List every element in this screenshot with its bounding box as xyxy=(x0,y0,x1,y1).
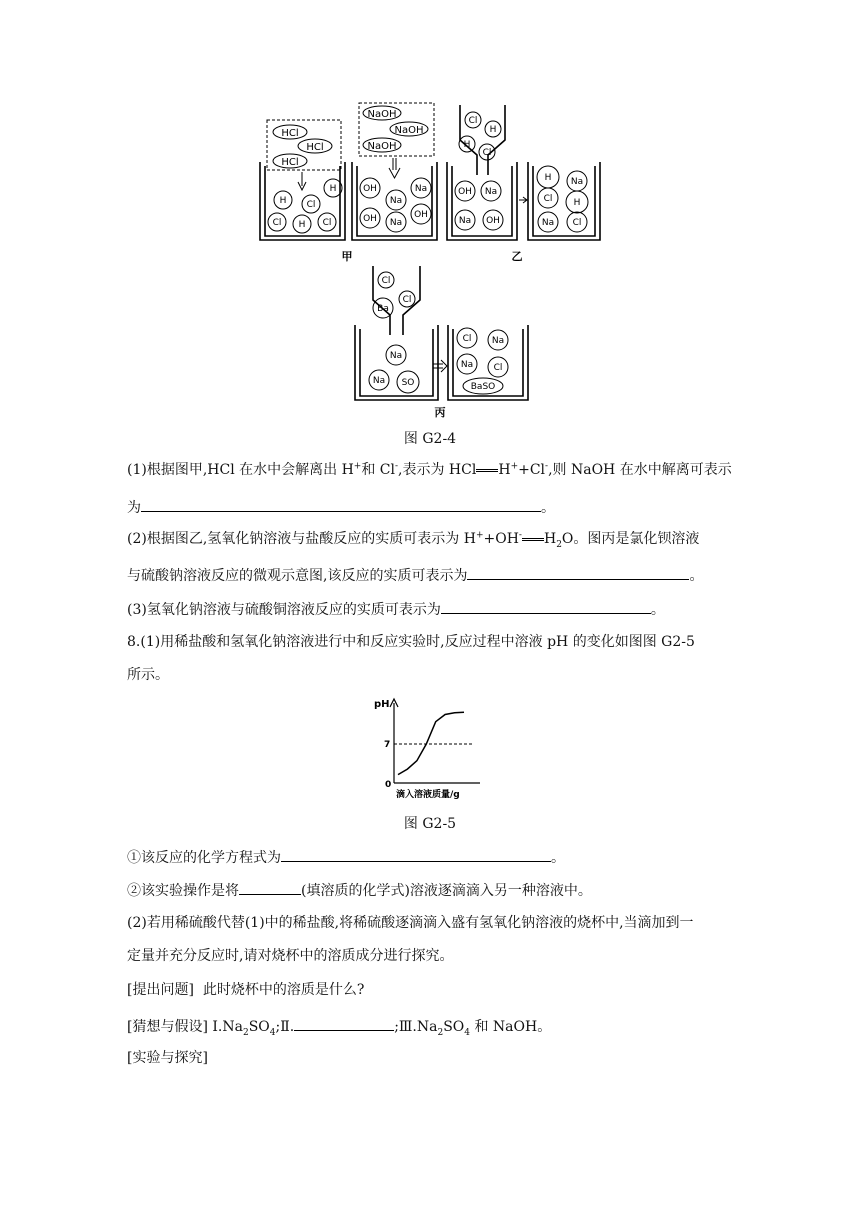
x-axis-label: 滴入溶液质量/g xyxy=(396,790,460,800)
origin-label: 0 xyxy=(385,780,392,790)
answer-blank[interactable] xyxy=(239,878,301,895)
y-axis-label: pH xyxy=(374,699,390,710)
svg-text:H: H xyxy=(544,173,552,183)
svg-text:Cl: Cl xyxy=(572,218,582,228)
answer-blank[interactable] xyxy=(467,563,689,580)
q8-part1-line1: 8.(1)用稀盐酸和氢氧化钠溶液进行中和反应实验时,反应过程中溶液 pH 的变化如图图 G2-5 xyxy=(127,634,695,650)
figure-caption-g2-4: 图 G2-4 xyxy=(403,431,457,447)
svg-text:Na: Na xyxy=(372,376,386,386)
q7-part2-line2: 与硫酸钠溶液反应的微观示意图,该反应的实质可表示为 。 xyxy=(127,563,703,586)
svg-text:NaOH: NaOH xyxy=(394,125,424,136)
q7-part2-line1: (2)根据图乙,氢氧化钠溶液与盐酸反应的实质可表示为 H++OH- $H_2O$。图丙是氯化钡溶液 xyxy=(127,530,700,550)
svg-text:SO: SO xyxy=(401,378,415,388)
svg-text:H: H xyxy=(489,125,497,135)
q8-subq1: ①该反应的化学方程式为 。 xyxy=(127,845,565,868)
q8-part2-line1: (2)若用稀硫酸代替(1)中的稀盐酸,将稀硫酸逐滴滴入盛有氢氧化钠溶液的烧杯中,当滴加到一 xyxy=(127,915,694,931)
svg-text:H: H xyxy=(298,220,306,230)
svg-text:HCl: HCl xyxy=(281,128,299,139)
svg-text:Cl: Cl xyxy=(306,200,316,210)
svg-text:H: H xyxy=(279,196,287,206)
svg-text:Na: Na xyxy=(414,184,428,194)
svg-text:OH: OH xyxy=(458,187,472,197)
svg-text:OH: OH xyxy=(414,210,428,220)
svg-text:Cl: Cl xyxy=(381,276,391,286)
svg-text:Cl: Cl xyxy=(272,218,282,228)
beaker-3 xyxy=(447,162,517,240)
svg-text:HCl: HCl xyxy=(306,142,324,153)
svg-text:H: H xyxy=(329,184,337,194)
svg-text:Cl: Cl xyxy=(482,148,492,158)
dropper-icon xyxy=(373,266,420,335)
svg-text:Cl: Cl xyxy=(543,194,553,204)
svg-text:Na: Na xyxy=(484,187,498,197)
svg-text:Na: Na xyxy=(460,360,474,370)
q7-part1-line2: 为 。 xyxy=(127,495,555,518)
svg-text:H: H xyxy=(463,140,471,150)
svg-text:Cl: Cl xyxy=(402,295,412,305)
svg-text:NaOH: NaOH xyxy=(367,109,397,120)
svg-text:Cl: Cl xyxy=(493,363,503,373)
svg-text:Na: Na xyxy=(389,218,403,228)
svg-text:HCl: HCl xyxy=(281,157,299,168)
svg-text:Na: Na xyxy=(458,216,472,226)
svg-text:Cl: Cl xyxy=(462,334,472,344)
svg-text:Cl: Cl xyxy=(322,218,332,228)
svg-text:Na: Na xyxy=(541,218,555,228)
svg-text:H: H xyxy=(573,198,581,208)
svg-text:甲: 甲 xyxy=(341,250,353,263)
figure-caption-g2-5: 图 G2-5 xyxy=(403,816,457,832)
svg-text:OH: OH xyxy=(486,216,500,226)
svg-text:NaOH: NaOH xyxy=(367,141,397,152)
figure-g2-4 xyxy=(255,100,605,420)
q8-part1-line2: 所示。 xyxy=(127,667,169,683)
beaker-5 xyxy=(355,325,438,400)
y-tick-label: 7 xyxy=(384,740,391,750)
svg-text:Na: Na xyxy=(389,351,403,361)
arrow-right-icon xyxy=(433,360,447,372)
q8-subq2: ②该实验操作是将 (填溶质的化学式)溶液逐滴滴入另一种溶液中。 xyxy=(127,878,592,901)
q8-question: [提出问题] 此时烧杯中的溶质是什么? xyxy=(127,982,365,998)
svg-text:Na: Na xyxy=(389,196,403,206)
svg-text:Cl: Cl xyxy=(468,116,478,126)
arrow-right-icon xyxy=(519,197,527,203)
q7-part1-line1: (1)根据图甲,HCl 在水中会解离出 H+和 Cl-,表示为 HCl H++Cl-,则 NaOH 在水中解离可表示 xyxy=(127,461,732,478)
ph-curve xyxy=(398,712,464,774)
arrow-down-icon xyxy=(298,172,306,190)
answer-blank[interactable] xyxy=(441,597,651,614)
q8-experiment-label: [实验与探究] xyxy=(127,1050,208,1066)
svg-text:丙: 丙 xyxy=(434,406,446,419)
figure-g2-5-chart xyxy=(368,693,488,801)
q8-hypothesis: [猜想与假设] $Ⅰ.Na_2SO_4;Ⅱ$. $;Ⅲ.Na_2SO_4$ 和 NaOH。 xyxy=(127,1014,551,1037)
svg-text:Na: Na xyxy=(570,177,584,187)
answer-blank[interactable] xyxy=(294,1014,394,1031)
answer-blank[interactable] xyxy=(281,845,551,862)
svg-text:Na: Na xyxy=(491,336,505,346)
q7-part3: (3)氢氧化钠溶液与硫酸铜溶液反应的实质可表示为 。 xyxy=(127,597,665,620)
arrow-down-icon xyxy=(389,158,400,178)
answer-blank[interactable] xyxy=(141,495,541,512)
svg-text:OH: OH xyxy=(363,184,377,194)
svg-text:Ba: Ba xyxy=(377,304,389,314)
svg-text:OH: OH xyxy=(363,214,377,224)
q8-part2-line2: 定量并充分反应时,请对烧杯中的溶质成分进行探究。 xyxy=(127,948,454,964)
svg-text:BaSO: BaSO xyxy=(470,382,496,392)
svg-text:乙: 乙 xyxy=(511,250,523,263)
